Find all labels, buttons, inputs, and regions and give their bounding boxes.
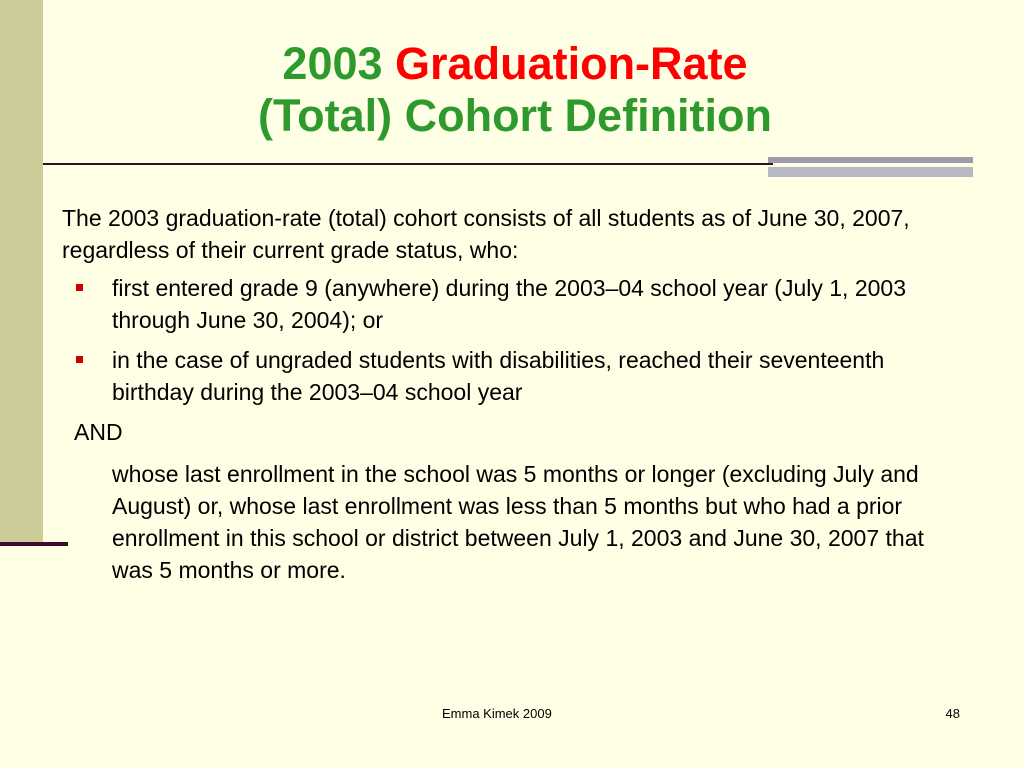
bullet-text: in the case of ungraded students with disabilities, reached their seventeenth birthday during the 2003–04 school year <box>112 347 885 405</box>
square-bullet-icon <box>76 356 83 363</box>
left-decor-bar <box>0 0 43 542</box>
intro-text: The 2003 graduation-rate (total) cohort consists of all students as of June 30, 2007, regardless of their current grade status, who: <box>62 205 910 263</box>
bullet-text: first entered grade 9 (anywhere) during the 2003–04 school year (July 1, 2003 through June 30, 2004); or <box>112 275 906 333</box>
footer-author: Emma Kimek 2009 <box>442 706 552 721</box>
list-item <box>62 272 962 336</box>
title-graduation-rate: Graduation-Rate <box>395 38 748 89</box>
and-label: AND <box>74 419 123 445</box>
slide-body <box>62 202 962 586</box>
enrollment-clause: whose last enrollment in the school was 5 months or longer (excluding July and August) or, whose last enrollment was less than 5 months but who had a prior enrollment in this school or district between July 1, 2003 and June 30, 2007 that was 5 months or more. <box>112 461 924 583</box>
title-year: 2003 <box>282 38 383 89</box>
title-underline <box>43 163 773 165</box>
list-item <box>62 344 962 408</box>
slide-title <box>60 38 970 142</box>
page-number: 48 <box>945 706 960 721</box>
square-bullet-icon <box>76 284 83 291</box>
criteria-list <box>62 272 962 408</box>
title-accent-bar <box>768 157 973 177</box>
title-line-2: (Total) Cohort Definition <box>257 90 773 141</box>
left-accent-rule <box>0 542 68 546</box>
